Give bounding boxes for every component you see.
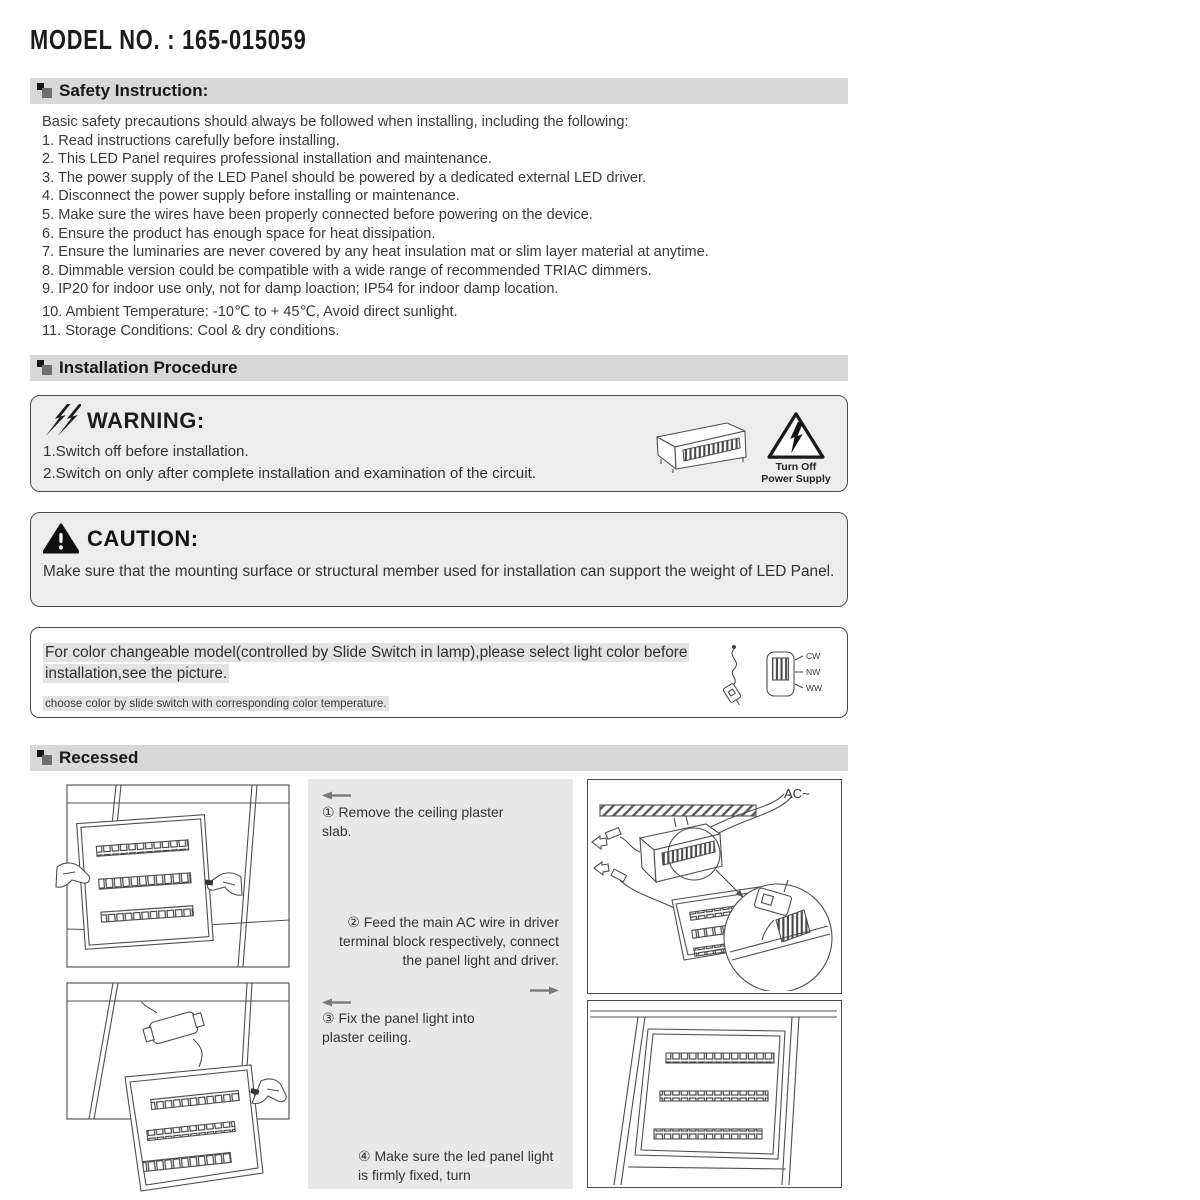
safety-item: 10. Ambient Temperature: -10℃ to + 45℃, Avoid direct sunlight.	[42, 303, 458, 320]
switch-label-cw: CW	[806, 651, 821, 662]
caution-text: Make sure that the mounting surface or structural member used for installation can support the weight of LED Panel.	[43, 563, 835, 581]
led-driver-illustration	[647, 417, 751, 479]
power-sign-label-1: Turn Off	[775, 460, 817, 473]
warning-line-1: 1.Switch off before installation.	[43, 443, 249, 461]
safety-item: 3. The power supply of the LED Panel should be powered by a dedicated external LED driver.	[42, 169, 647, 186]
caution-title: CAUTION:	[87, 525, 199, 551]
section-header-recessed	[30, 745, 848, 771]
safety-list	[30, 104, 848, 340]
wiring-diagram	[588, 780, 839, 991]
step-3: ③ Fix the panel light into plaster ceiling.	[322, 1010, 475, 1046]
safety-item: 4. Disconnect the power supply before installing or maintenance.	[42, 188, 460, 205]
safety-item: 11. Storage Conditions: Cool & dry conditions.	[42, 322, 340, 339]
lightning-triangle-icon	[766, 411, 826, 461]
section-header-installation	[30, 355, 848, 381]
warning-title: WARNING:	[87, 408, 205, 434]
section-title: Installation Procedure	[59, 358, 238, 378]
panel-driver-illustration	[55, 977, 300, 1197]
safety-item: 8. Dimmable version could be compatible with a wide range of recommended TRIAC dimmers.	[42, 262, 652, 279]
installed-panel-diagram	[588, 1001, 839, 1185]
step-2: ② Feed the main AC wire in driver terminal block respectively, connect the panel light and driver.	[339, 914, 559, 969]
panel-insert-illustration	[55, 779, 300, 974]
arrow-left-icon	[322, 998, 352, 1007]
page-title: MODEL NO. : 165-015059	[30, 24, 307, 55]
color-select-note: choose color by slide switch with corresponding color temperature.	[45, 697, 387, 711]
double-lightning-icon	[43, 404, 81, 438]
safety-item: 5. Make sure the wires have been properly connected before powering on the device.	[42, 206, 593, 223]
safety-item: 6. Ensure the product has enough space for heat dissipation.	[42, 225, 436, 242]
switch-label-nw: NW	[806, 667, 821, 678]
step-1: ① Remove the ceiling plaster slab.	[322, 804, 504, 840]
section-marker-icon	[37, 360, 53, 376]
caution-box	[30, 512, 848, 607]
section-marker-icon	[37, 750, 53, 766]
installed-panel-box	[587, 1000, 842, 1188]
warning-box	[30, 395, 848, 492]
slide-switch-illustration	[715, 642, 833, 708]
warning-line-2: 2.Switch on only after complete installation and examination of the circuit.	[43, 465, 537, 483]
section-title: Recessed	[59, 748, 139, 768]
safety-item: 1. Read instructions carefully before installing.	[42, 132, 340, 149]
arrow-left-icon	[322, 791, 352, 800]
safety-item: 7. Ensure the luminaries are never covered by any heat insulation mat or slim layer material at anytime.	[42, 244, 709, 261]
color-select-box	[30, 627, 848, 718]
color-select-text: For color changeable model(controlled by Slide Switch in lamp),please select light color before installation,see the picture.	[45, 644, 688, 683]
section-marker-icon	[37, 83, 53, 99]
step-4: ④ Make sure the led panel light is firmly fixed, turn	[358, 1148, 554, 1184]
arrow-right-icon	[529, 986, 559, 995]
switch-label-ww: WW	[806, 683, 823, 694]
caution-triangle-icon	[43, 523, 79, 554]
wiring-diagram-box	[587, 779, 842, 994]
section-header-safety	[30, 78, 848, 104]
turn-off-power-sign	[757, 411, 835, 485]
safety-item: 9. IP20 for indoor use only, not for damp loaction; IP54 for indoor damp location.	[42, 281, 559, 298]
installation-diagrams	[30, 779, 848, 1197]
power-sign-label-2: Power Supply	[761, 472, 831, 485]
section-title: Safety Instruction:	[59, 81, 209, 100]
steps-column	[308, 779, 573, 1189]
safety-item: 2. This LED Panel requires professional installation and maintenance.	[42, 151, 492, 168]
ac-label: AC~	[784, 786, 810, 802]
safety-intro: Basic safety precautions should always be followed when installing, including the following:	[42, 114, 629, 130]
